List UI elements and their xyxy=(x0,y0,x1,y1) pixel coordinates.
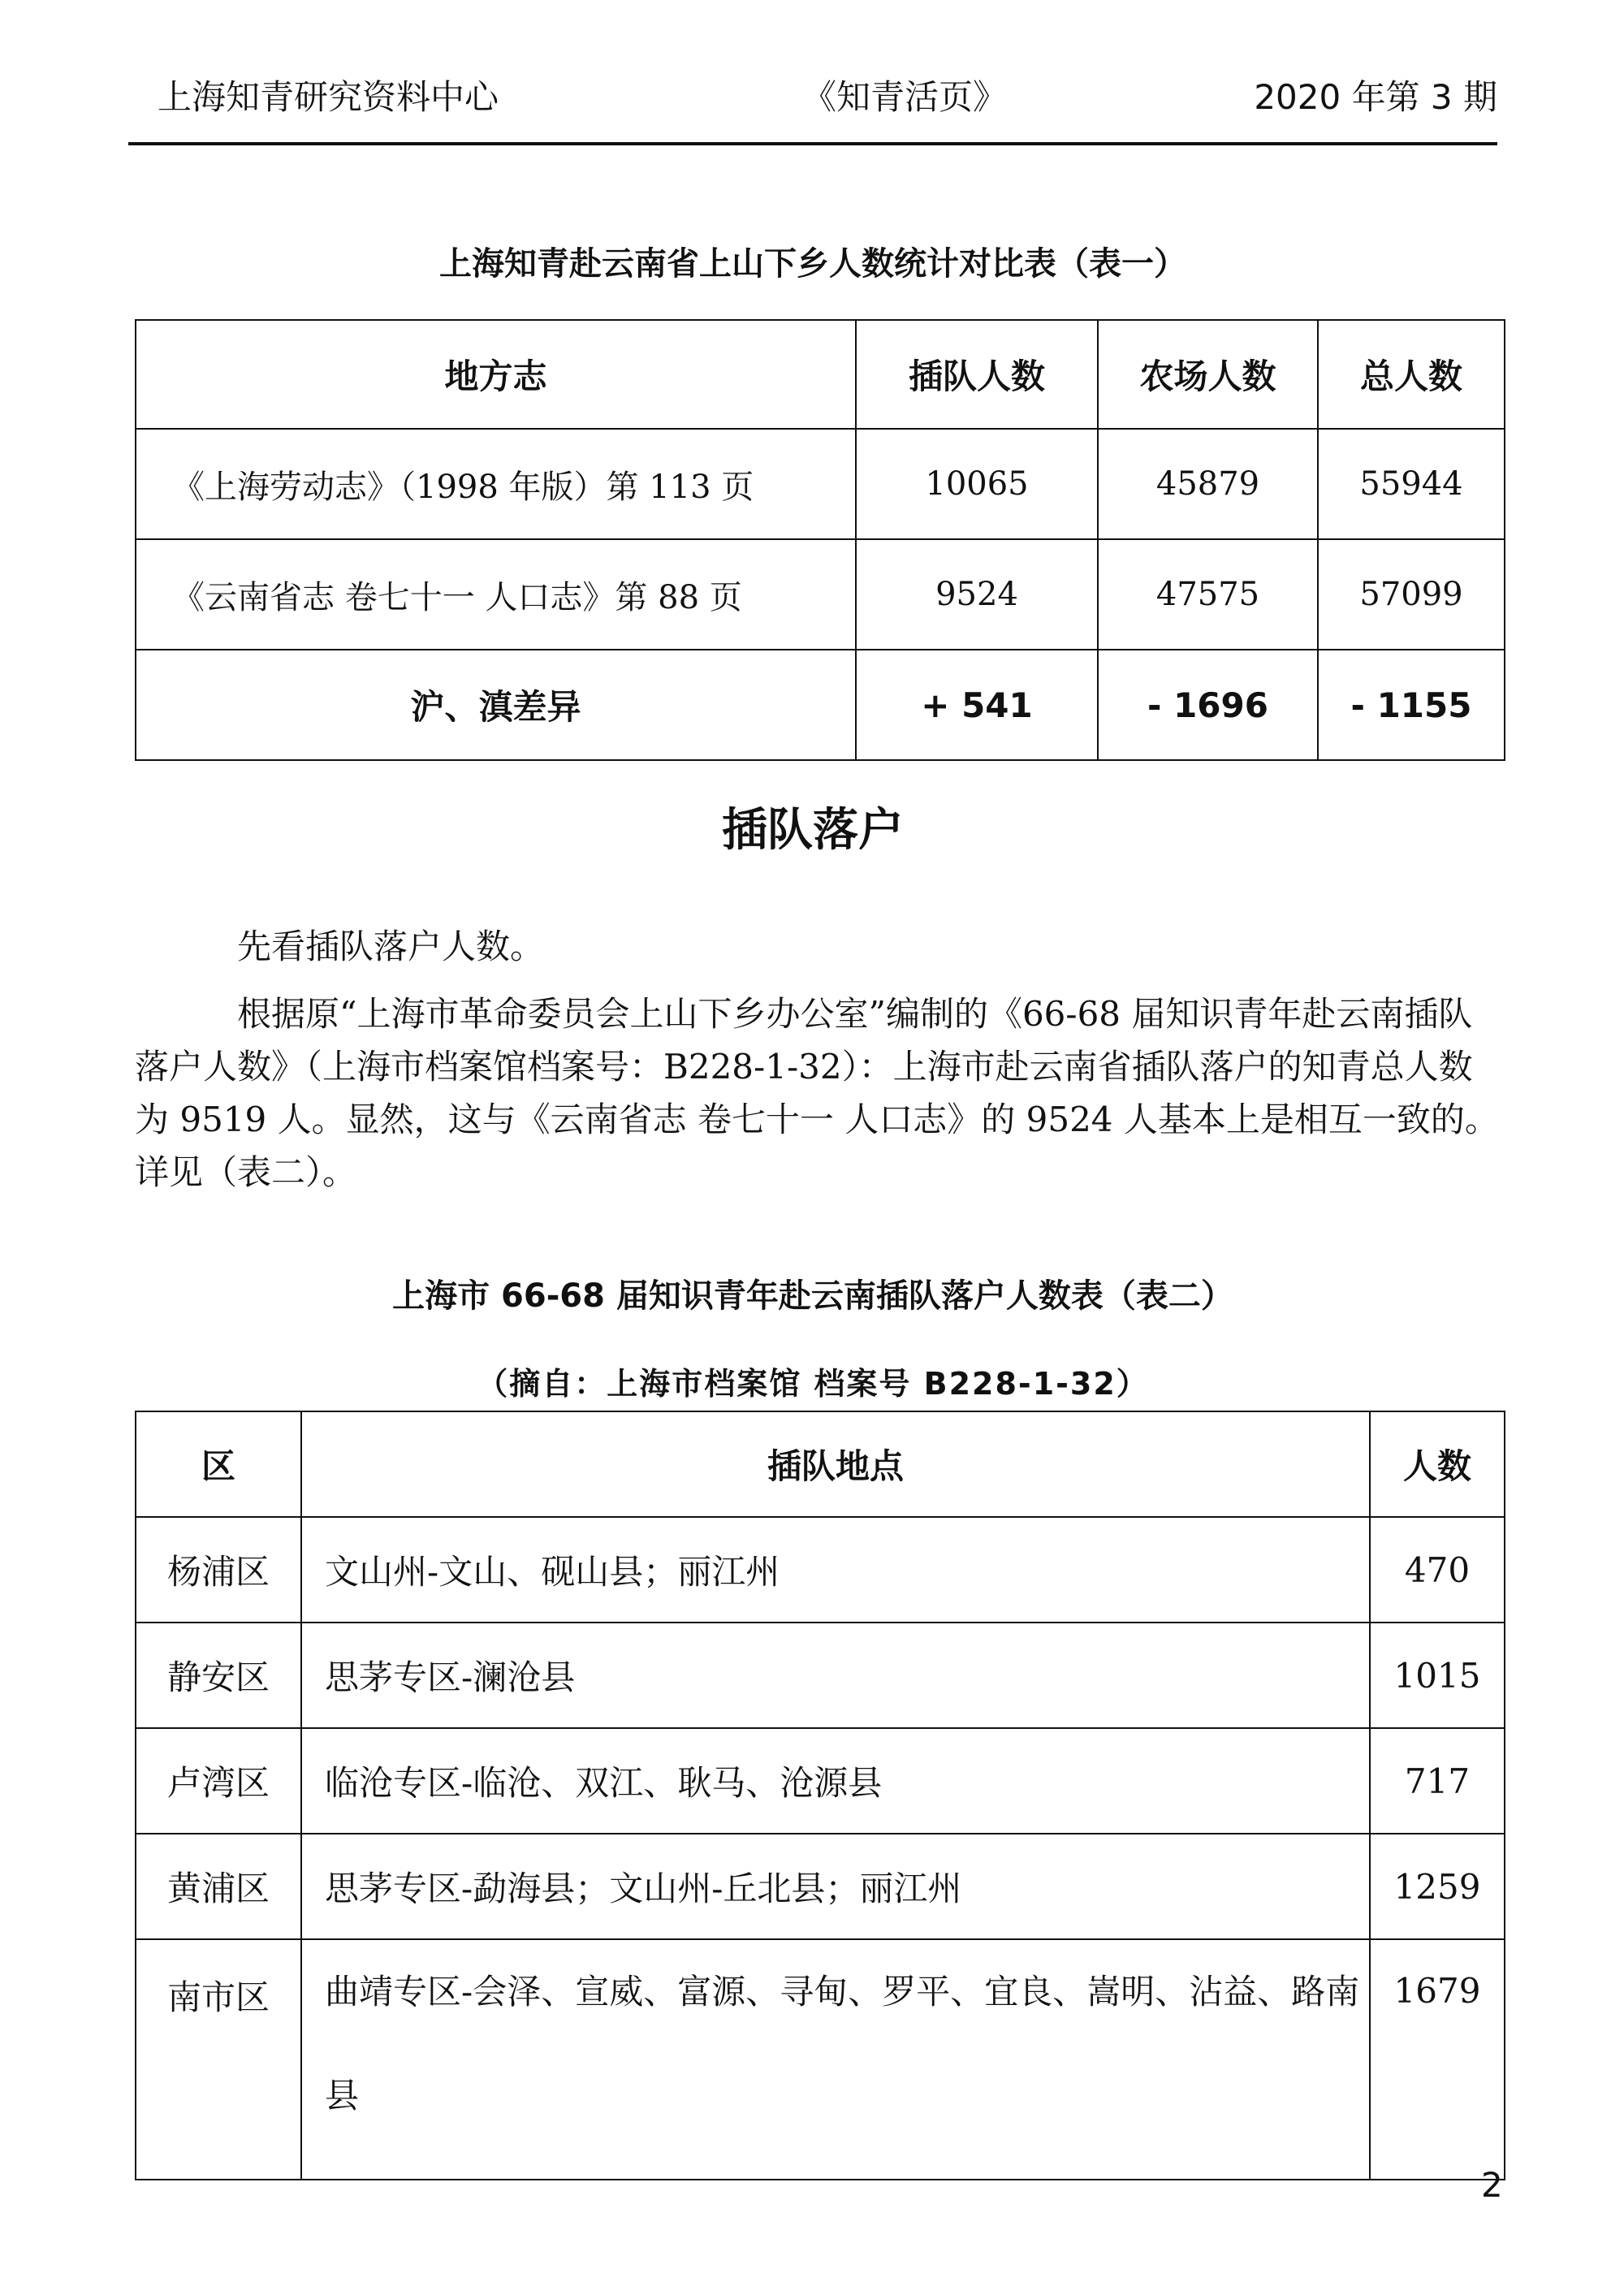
table-row xyxy=(136,1517,1505,1623)
section-title: 插队落户 xyxy=(722,804,904,857)
table-cell: 1015 xyxy=(1370,1623,1505,1728)
header-org: 上海知青研究资料中心 xyxy=(158,77,499,117)
table2-header-cell: 插队地点 xyxy=(301,1411,1370,1517)
table-cell: 9524 xyxy=(856,539,1098,650)
table-row xyxy=(136,1623,1505,1728)
table2-subcaption: （摘自：上海市档案馆 档案号 B228-1-32） xyxy=(477,1366,1149,1402)
table1-header-cell: 总人数 xyxy=(1318,320,1505,429)
table-row xyxy=(136,429,1505,539)
table2-caption: 上海市 66-68 届知识青年赴云南插队落户人数表（表二） xyxy=(392,1277,1233,1315)
table-cell: 1259 xyxy=(1370,1834,1505,1939)
table2-header-cell: 区 xyxy=(136,1411,301,1517)
table-cell: 47575 xyxy=(1098,539,1318,650)
difference-row xyxy=(136,650,1505,760)
table-cell: 文山州-文山、砚山县；丽江州 xyxy=(301,1517,1370,1623)
district-table xyxy=(135,1411,1505,2180)
table-cell: 曲靖专区-会泽、宣威、富源、寻甸、罗平、宜良、嵩明、沾益、路南县 xyxy=(301,1939,1370,2180)
table-cell: 10065 xyxy=(856,429,1098,539)
table1-header-cell: 插队人数 xyxy=(856,320,1098,429)
paragraph: 根据原“上海市革命委员会上山下乡办公室”编制的《66-68 届知识青年赴云南插队落户人数》（上海市档案馆档案号：B228-1-32）：上海市赴云南省插队落户的知青总人数为 9519 人。显然，这与《云南省志 卷七十一 人口志》的 9524 人基本上是相互一致的。详见（表二）。 xyxy=(135,994,1499,1192)
table-row xyxy=(136,1834,1505,1939)
table-cell: 南市区 xyxy=(136,1939,301,2180)
table-cell: 临沧专区-临沧、双江、耿马、沧源县 xyxy=(301,1728,1370,1834)
table-row xyxy=(136,539,1505,650)
table-cell: 470 xyxy=(1370,1517,1505,1623)
table-cell: - 1155 xyxy=(1318,650,1505,760)
table-cell: 沪、滇差异 xyxy=(136,650,856,760)
table-cell: 《上海劳动志》（1998 年版）第 113 页 xyxy=(136,429,856,539)
page-header xyxy=(128,75,1497,120)
comparison-table xyxy=(135,319,1505,761)
table-cell: 717 xyxy=(1370,1728,1505,1834)
table-cell: 57099 xyxy=(1318,539,1505,650)
page-number: 2 xyxy=(1481,2165,1503,2205)
table-cell: - 1696 xyxy=(1098,650,1318,760)
table-cell: 思茅专区-勐海县；文山州-丘北县；丽江州 xyxy=(301,1834,1370,1939)
table-cell: 卢湾区 xyxy=(136,1728,301,1834)
table-row xyxy=(136,1939,1505,2180)
table-cell: 55944 xyxy=(1318,429,1505,539)
table1-header-cell: 地方志 xyxy=(136,320,856,429)
table-cell: 静安区 xyxy=(136,1623,301,1728)
table-cell: 45879 xyxy=(1098,429,1318,539)
table-cell: 思茅专区-澜沧县 xyxy=(301,1623,1370,1728)
header-divider xyxy=(128,142,1497,145)
table-cell: + 541 xyxy=(856,650,1098,760)
table-cell: 1679 xyxy=(1370,1939,1505,2180)
table-row xyxy=(136,1728,1505,1834)
table1-header-row xyxy=(136,320,1505,429)
paragraph: 先看插队落户人数。 xyxy=(237,927,545,966)
table1-header-cell: 农场人数 xyxy=(1098,320,1318,429)
table2-header-row xyxy=(136,1411,1505,1517)
table-cell: 杨浦区 xyxy=(136,1517,301,1623)
header-issue: 2020 年第 3 期 xyxy=(1254,77,1497,117)
table1-caption: 上海知青赴云南省上山下乡人数统计对比表（表一） xyxy=(439,245,1186,283)
table2-header-cell: 人数 xyxy=(1370,1411,1505,1517)
table-cell: 黄浦区 xyxy=(136,1834,301,1939)
header-publication: 《知青活页》 xyxy=(802,77,1008,117)
table-cell: 《云南省志 卷七十一 人口志》第 88 页 xyxy=(136,539,856,650)
